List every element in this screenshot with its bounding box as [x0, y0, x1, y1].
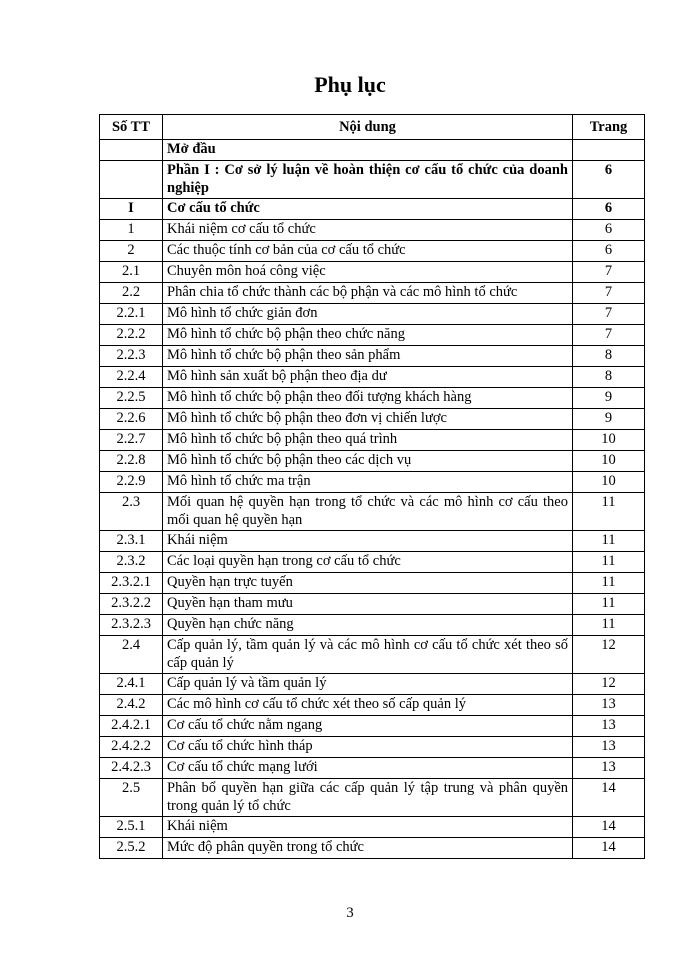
toc-row-content: Mô hình tổ chức bộ phận theo đối tượng khách hàng: [163, 388, 573, 409]
toc-row-number: 2.2.9: [100, 472, 163, 493]
toc-row-number: 2.1: [100, 262, 163, 283]
toc-row: [100, 451, 645, 472]
toc-row-content: Chuyên môn hoá công việc: [163, 262, 573, 283]
toc-row-page: 11: [573, 493, 645, 531]
toc-row-number: 2.4.1: [100, 674, 163, 695]
toc-row-number: 2.4.2.3: [100, 758, 163, 779]
toc-row-content: Phần I : Cơ sở lý luận về hoàn thiện cơ cấu tổ chức của doanh nghiệp: [163, 161, 573, 199]
toc-row-content: Cơ cấu tổ chức nằm ngang: [163, 716, 573, 737]
header-content: Nội dung: [163, 115, 573, 140]
toc-row-content: Mức độ phân quyền trong tổ chức: [163, 838, 573, 859]
toc-row-number: 2.2.3: [100, 346, 163, 367]
toc-row-content: Mô hình tổ chức bộ phận theo quá trình: [163, 430, 573, 451]
toc-row-page: 12: [573, 674, 645, 695]
toc-row: [100, 636, 645, 674]
toc-row-content: Quyền hạn trực tuyến: [163, 573, 573, 594]
toc-row-content: Mối quan hệ quyền hạn trong tổ chức và các mô hình cơ cấu theo mối quan hệ quyền hạn: [163, 493, 573, 531]
toc-row-content: Phân bổ quyền hạn giữa các cấp quản lý tập trung và phân quyền trong quản lý tổ chức: [163, 779, 573, 817]
toc-row-page: 13: [573, 695, 645, 716]
toc-table: [99, 114, 645, 859]
toc-row: [100, 283, 645, 304]
toc-row-page: 11: [573, 594, 645, 615]
toc-row: [100, 615, 645, 636]
toc-row-page: 13: [573, 758, 645, 779]
toc-row-page: 11: [573, 615, 645, 636]
toc-row-number: 2.2.4: [100, 367, 163, 388]
toc-row-page: 11: [573, 552, 645, 573]
toc-row-number: 2.2.7: [100, 430, 163, 451]
toc-row: [100, 430, 645, 451]
toc-row-number: 2.4.2: [100, 695, 163, 716]
toc-row-content: Các loại quyền hạn trong cơ cấu tổ chức: [163, 552, 573, 573]
toc-body: [100, 140, 645, 859]
toc-row-content: Mô hình tổ chức bộ phận theo chức năng: [163, 325, 573, 346]
toc-row-number: 2.5.2: [100, 838, 163, 859]
toc-row: [100, 388, 645, 409]
toc-row: [100, 325, 645, 346]
toc-row-number: 2.4: [100, 636, 163, 674]
toc-row-number: 2.2: [100, 283, 163, 304]
toc-row-page: 6: [573, 241, 645, 262]
toc-row: [100, 472, 645, 493]
toc-row: [100, 262, 645, 283]
toc-row-content: Cơ cấu tổ chức hình tháp: [163, 737, 573, 758]
toc-row-page: 10: [573, 451, 645, 472]
toc-row-number: 2.3.2.3: [100, 615, 163, 636]
toc-row-page: 7: [573, 283, 645, 304]
toc-row: [100, 695, 645, 716]
toc-row-number: 2.3.2: [100, 552, 163, 573]
toc-row-page: 13: [573, 716, 645, 737]
toc-row: [100, 779, 645, 817]
toc-row: [100, 367, 645, 388]
toc-row-content: Mô hình tổ chức bộ phận theo các dịch vụ: [163, 451, 573, 472]
toc-row-number: 2.3.2.1: [100, 573, 163, 594]
toc-row: [100, 140, 645, 161]
toc-row-page: 14: [573, 817, 645, 838]
toc-row-content: Cấp quản lý và tầm quản lý: [163, 674, 573, 695]
toc-row-content: Phân chia tổ chức thành các bộ phận và các mô hình tổ chức: [163, 283, 573, 304]
toc-row-number: 2.3: [100, 493, 163, 531]
toc-row-content: Mở đầu: [163, 140, 573, 161]
toc-row-content: Mô hình tổ chức ma trận: [163, 472, 573, 493]
toc-row-page: 7: [573, 304, 645, 325]
page-number: 3: [346, 905, 354, 921]
toc-row-content: Khái niệm: [163, 817, 573, 838]
toc-header-row: [100, 115, 645, 140]
toc-row: [100, 758, 645, 779]
toc-row: [100, 737, 645, 758]
toc-row-number: 1: [100, 220, 163, 241]
page-title: Phụ lục: [314, 72, 386, 97]
toc-row-number: 2.4.2.1: [100, 716, 163, 737]
toc-row-number: 2.2.2: [100, 325, 163, 346]
toc-row-content: Cơ cấu tổ chức: [163, 199, 573, 220]
toc-row: [100, 220, 645, 241]
toc-row-page: 6: [573, 220, 645, 241]
toc-row-page: 8: [573, 367, 645, 388]
toc-row-page: 6: [573, 199, 645, 220]
toc-row-content: Các mô hình cơ cấu tổ chức xét theo số cấp quản lý: [163, 695, 573, 716]
toc-row: [100, 573, 645, 594]
toc-row: [100, 674, 645, 695]
toc-row: [100, 817, 645, 838]
toc-row: [100, 594, 645, 615]
toc-row-content: Cấp quản lý, tầm quản lý và các mô hình cơ cấu tổ chức xét theo số cấp quản lý: [163, 636, 573, 674]
toc-row-number: 2.2.6: [100, 409, 163, 430]
toc-row-page: 11: [573, 531, 645, 552]
toc-row: [100, 552, 645, 573]
toc-row-page: 9: [573, 409, 645, 430]
toc-row-content: Mô hình tổ chức giản đơn: [163, 304, 573, 325]
toc-row-content: Cơ cấu tổ chức mạng lưới: [163, 758, 573, 779]
toc-row: [100, 346, 645, 367]
toc-row-page: 12: [573, 636, 645, 674]
toc-row: [100, 409, 645, 430]
toc-row: [100, 241, 645, 262]
toc-row: [100, 531, 645, 552]
toc-row-page: 11: [573, 573, 645, 594]
toc-row-number: [100, 140, 163, 161]
header-no: Số TT: [100, 115, 163, 140]
toc-row: [100, 199, 645, 220]
toc-row-number: 2: [100, 241, 163, 262]
toc-row-page: 7: [573, 325, 645, 346]
toc-row-page: 8: [573, 346, 645, 367]
toc-row-page: 14: [573, 838, 645, 859]
toc-row-number: I: [100, 199, 163, 220]
toc-row-page: 13: [573, 737, 645, 758]
toc-row-number: 2.2.8: [100, 451, 163, 472]
toc-row-page: 14: [573, 779, 645, 817]
toc-row-content: Mô hình sản xuất bộ phận theo địa dư: [163, 367, 573, 388]
toc-row-content: Quyền hạn chức năng: [163, 615, 573, 636]
toc-row-page: 10: [573, 472, 645, 493]
toc-row-number: 2.4.2.2: [100, 737, 163, 758]
toc-row-content: Mô hình tổ chức bộ phận theo sản phẩm: [163, 346, 573, 367]
toc-row-number: 2.2.5: [100, 388, 163, 409]
toc-row: [100, 161, 645, 199]
toc-row-number: 2.2.1: [100, 304, 163, 325]
toc-row-number: 2.3.2.2: [100, 594, 163, 615]
toc-row-number: 2.5.1: [100, 817, 163, 838]
header-page: Trang: [573, 115, 645, 140]
toc-row-page: 9: [573, 388, 645, 409]
toc-row-number: [100, 161, 163, 199]
toc-row-page: 6: [573, 161, 645, 199]
toc-row-content: Khái niệm: [163, 531, 573, 552]
toc-row-content: Mô hình tổ chức bộ phận theo đơn vị chiến lược: [163, 409, 573, 430]
toc-row: [100, 304, 645, 325]
toc-row: [100, 838, 645, 859]
toc-row-page: 7: [573, 262, 645, 283]
toc-row: [100, 493, 645, 531]
toc-row-number: 2.5: [100, 779, 163, 817]
toc-row-content: Quyền hạn tham mưu: [163, 594, 573, 615]
toc-row-page: 10: [573, 430, 645, 451]
toc-row-content: Các thuộc tính cơ bản của cơ cấu tổ chức: [163, 241, 573, 262]
toc-row-content: Khái niệm cơ cấu tổ chức: [163, 220, 573, 241]
toc-row-number: 2.3.1: [100, 531, 163, 552]
toc-row-page: [573, 140, 645, 161]
toc-row: [100, 716, 645, 737]
